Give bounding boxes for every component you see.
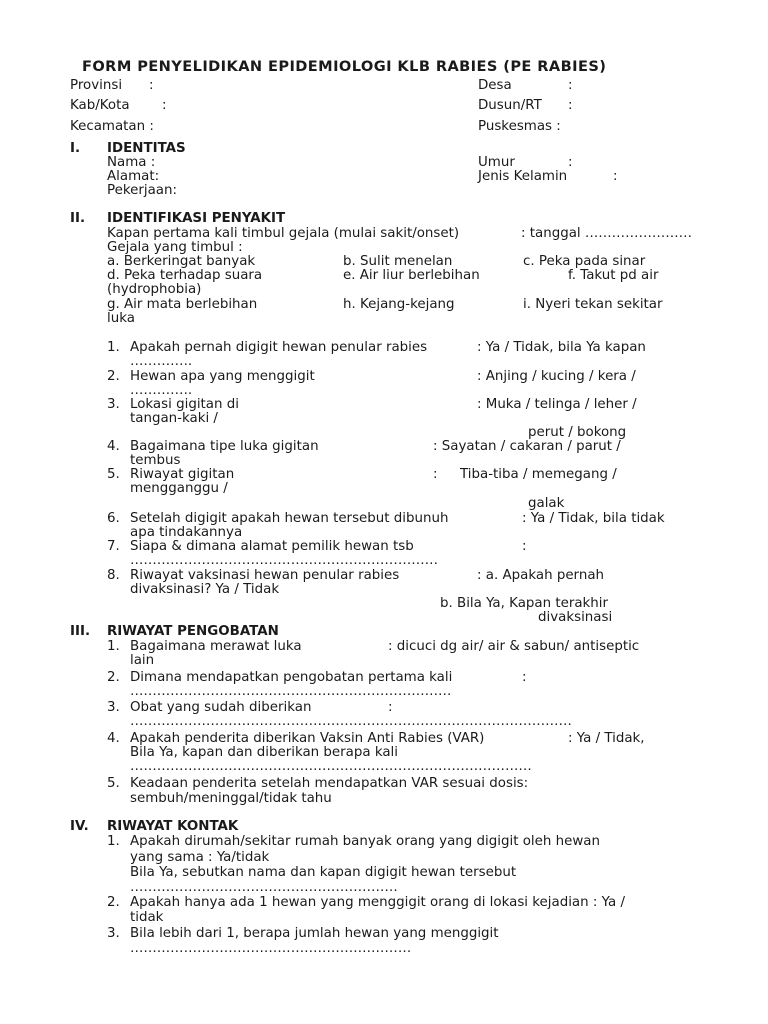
s4-q3-dots: ……………………………………………………… — [130, 941, 412, 956]
s3-q1-answer: : dicuci dg air/ air & sabun/ antiseptic — [388, 639, 640, 654]
s2-q7-text: Siapa & dimana alamat pemilik hewan tsb — [130, 539, 414, 554]
s4-q2-cont: tidak — [130, 910, 164, 925]
section4-number: IV. — [70, 819, 89, 834]
s3-q3-number: 3. — [107, 700, 120, 715]
gejala-d: d. Peka terhadap suara — [107, 268, 263, 283]
section3-number: III. — [70, 624, 91, 639]
section3-title: RIWAYAT PENGOBATAN — [107, 624, 279, 639]
s4-q1-number: 1. — [107, 834, 120, 849]
gejala-f-cont: (hydrophobia) — [107, 282, 202, 297]
colon-provinsi: : — [149, 78, 154, 93]
section2-title: IDENTIFIKASI PENYAKIT — [107, 211, 286, 226]
label-nama: Nama : — [107, 155, 156, 170]
gejala-h: h. Kejang-kejang — [343, 297, 455, 312]
s2-q5-colon: : — [433, 467, 438, 482]
s2-q3-text: Lokasi gigitan di — [130, 397, 239, 412]
document-title: FORM PENYELIDIKAN EPIDEMIOLOGI KLB RABIES (PE RABIES) — [82, 58, 607, 75]
s4-q3-number: 3. — [107, 926, 120, 941]
gejala-f: f. Takut pd air — [568, 268, 659, 283]
s4-q1-cont: yang sama : Ya/tidak — [130, 850, 270, 865]
label-puskesmas: Puskesmas : — [478, 119, 561, 134]
s2-q6-answer: : Ya / Tidak, bila tidak — [522, 511, 665, 526]
s2-q3-cont: tangan-kaki / — [130, 411, 218, 426]
label-alamat: Alamat: — [107, 169, 160, 184]
s2-q3-cont2: perut / bokong — [528, 425, 627, 440]
gejala-i-cont: luka — [107, 311, 135, 326]
s2-q1-answer: : Ya / Tidak, bila Ya kapan — [477, 340, 646, 355]
label-pekerjaan: Pekerjaan: — [107, 183, 177, 198]
section1-title: IDENTITAS — [107, 141, 186, 156]
gejala-a: a. Berkeringat banyak — [107, 254, 256, 269]
s3-q4-cont: Bila Ya, kapan dan diberikan berapa kali — [130, 745, 398, 760]
s4-q3-text: Bila lebih dari 1, berapa jumlah hewan yang menggigit — [130, 926, 499, 941]
s3-q4-answer: : Ya / Tidak, — [568, 731, 645, 746]
s2-q7-number: 7. — [107, 539, 120, 554]
s2-q8-cont: divaksinasi? Ya / Tidak — [130, 582, 280, 597]
s2-q7-dots: …………………………………………………………… — [130, 553, 438, 568]
gejala-e: e. Air liur berlebihan — [343, 268, 480, 283]
section2-number: II. — [70, 211, 86, 226]
s2-q2-dots: ………….. — [130, 383, 193, 398]
s2-q3-answer: : Muka / telinga / leher / — [477, 397, 637, 412]
s4-q1-dots: …………………………………………………… — [130, 880, 398, 895]
s2-q2-text: Hewan apa yang menggigit — [130, 369, 315, 384]
onset-question: Kapan pertama kali timbul gejala (mulai sakit/onset) — [107, 226, 460, 241]
s2-q4-text: Bagaimana tipe luka gigitan — [130, 439, 319, 454]
s2-q3-number: 3. — [107, 397, 120, 412]
s3-q2-dots: ……………………………………………………………… — [130, 684, 452, 699]
s3-q4-dots: ……………………………………………………………………………… — [130, 759, 532, 774]
s2-q8-answer: : a. Apakah pernah — [477, 568, 605, 583]
label-provinsi: Provinsi — [70, 78, 123, 93]
s3-q3-colon: : — [388, 700, 393, 715]
label-umur: Umur — [478, 155, 515, 170]
s3-q1-number: 1. — [107, 639, 120, 654]
s4-q1-text: Apakah dirumah/sekitar rumah banyak orang yang digigit oleh hewan — [130, 834, 600, 849]
s2-q8-text: Riwayat vaksinasi hewan penular rabies — [130, 568, 400, 583]
s3-q3-text: Obat yang sudah diberikan — [130, 700, 312, 715]
s2-q6-cont: apa tindakannya — [130, 525, 243, 540]
label-kecamatan: Kecamatan : — [70, 119, 154, 134]
s2-q8-option-b: b. Bila Ya, Kapan terakhir — [440, 596, 609, 611]
s3-q2-text: Dimana mendapatkan pengobatan pertama kali — [130, 670, 453, 685]
colon-kabkota: : — [162, 98, 167, 113]
label-jenis-kelamin: Jenis Kelamin — [478, 169, 568, 184]
gejala-i: i. Nyeri tekan sekitar — [523, 297, 663, 312]
gejala-c: c. Peka pada sinar — [523, 254, 646, 269]
s2-q1-text: Apakah pernah digigit hewan penular rabies — [130, 340, 428, 355]
section4-title: RIWAYAT KONTAK — [107, 819, 239, 834]
s2-q1-number: 1. — [107, 340, 120, 355]
s2-q6-text: Setelah digigit apakah hewan tersebut dibunuh — [130, 511, 449, 526]
s3-q2-colon: : — [522, 670, 527, 685]
s4-q1-cont2: Bila Ya, sebutkan nama dan kapan digigit hewan tersebut — [130, 865, 517, 880]
s3-q4-number: 4. — [107, 731, 120, 746]
s4-q2-text: Apakah hanya ada 1 hewan yang menggigit orang di lokasi kejadian : Ya / — [130, 895, 625, 910]
label-kabkota: Kab/Kota — [70, 98, 130, 113]
s2-q5-text: Riwayat gigitan — [130, 467, 235, 482]
s2-q2-number: 2. — [107, 369, 120, 384]
gejala-label: Gejala yang timbul : — [107, 240, 243, 255]
s2-q4-number: 4. — [107, 439, 120, 454]
section1-number: I. — [70, 141, 81, 156]
s2-q4-answer: : Sayatan / cakaran / parut / — [433, 439, 621, 454]
s3-q5-text: Keadaan penderita setelah mendapatkan VAR sesuai dosis: — [130, 776, 529, 791]
colon-desa: : — [568, 78, 573, 93]
s2-q5-cont2: galak — [528, 496, 565, 511]
s2-q5-answer: Tiba-tiba / memegang / — [460, 467, 617, 482]
s3-q3-dots: ……………………………………………………………………………………… — [130, 714, 572, 729]
s2-q7-colon: : — [522, 539, 527, 554]
s2-q1-dots: ………….. — [130, 354, 193, 369]
gejala-g: g. Air mata berlebihan — [107, 297, 258, 312]
colon-dusun: : — [568, 98, 573, 113]
s2-q2-answer: : Anjing / kucing / kera / — [477, 369, 636, 384]
s3-q1-text: Bagaimana merawat luka — [130, 639, 302, 654]
colon-umur: : — [568, 155, 573, 170]
colon-jenis-kelamin: : — [613, 169, 618, 184]
gejala-b: b. Sulit menelan — [343, 254, 453, 269]
s2-q8-option-b-cont: divaksinasi — [538, 610, 613, 625]
s3-q2-number: 2. — [107, 670, 120, 685]
s3-q1-cont: lain — [130, 653, 155, 668]
label-desa: Desa — [478, 78, 512, 93]
s2-q6-number: 6. — [107, 511, 120, 526]
s3-q5-cont: sembuh/meninggal/tidak tahu — [130, 791, 332, 806]
s3-q5-number: 5. — [107, 776, 120, 791]
s3-q4-text: Apakah penderita diberikan Vaksin Anti Rabies (VAR) — [130, 731, 485, 746]
s2-q4-cont: tembus — [130, 453, 181, 468]
s2-q5-cont: mengganggu / — [130, 481, 228, 496]
onset-answer: : tanggal …………………… — [521, 226, 693, 241]
s4-q2-number: 2. — [107, 895, 120, 910]
label-dusun: Dusun/RT — [478, 98, 542, 113]
s2-q8-number: 8. — [107, 568, 120, 583]
s2-q5-number: 5. — [107, 467, 120, 482]
